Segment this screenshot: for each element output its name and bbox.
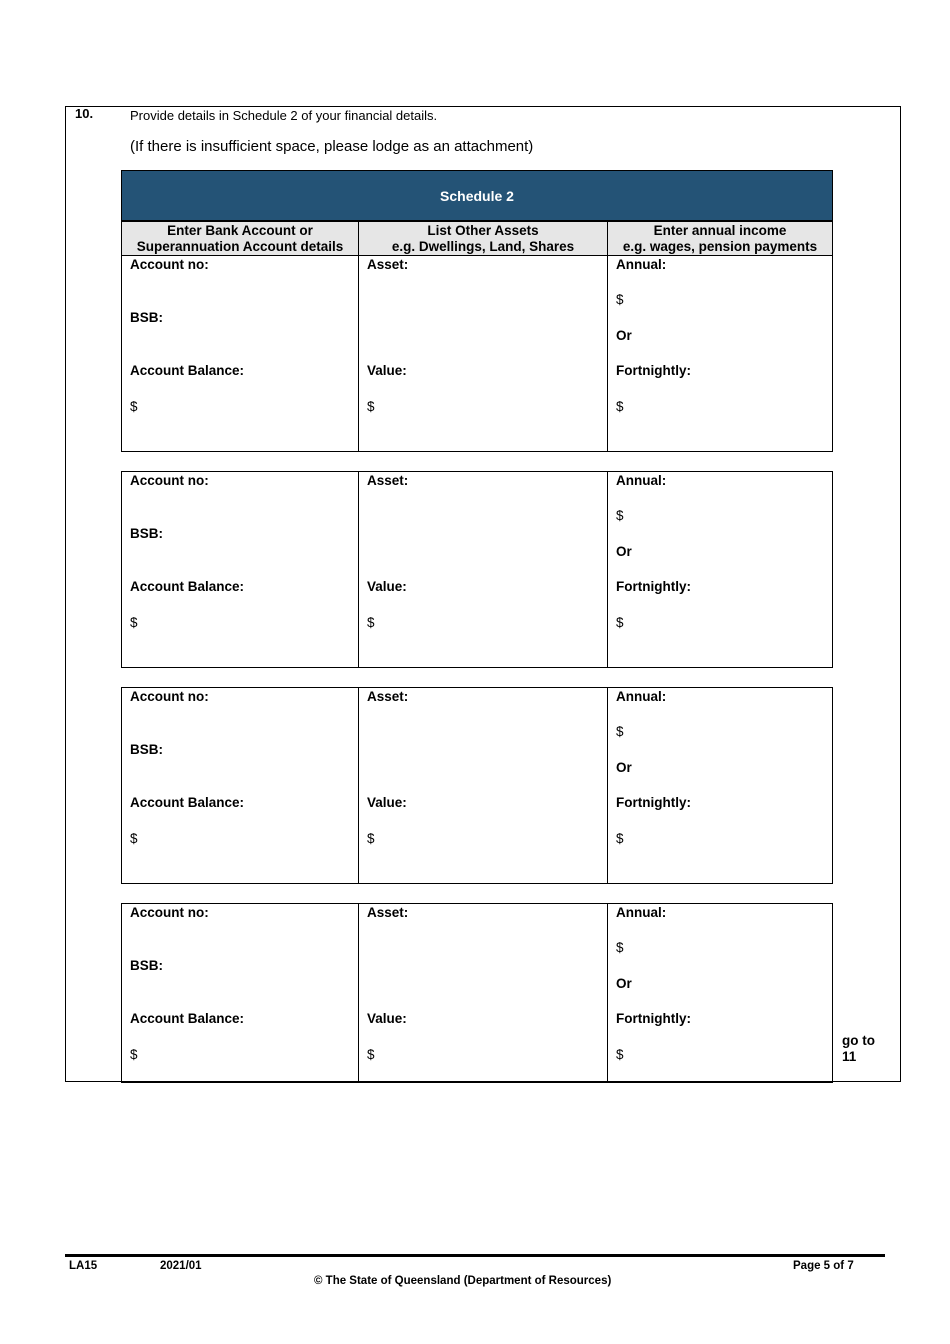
annual-income-cell[interactable] — [607, 471, 833, 668]
or-label: Or — [616, 328, 632, 343]
footer-page-number: Page 5 of 7 — [793, 1260, 854, 1272]
go-to-number: 11 — [842, 1049, 857, 1064]
currency-symbol: $ — [616, 399, 624, 414]
schedule-entry-block — [121, 255, 833, 452]
bank-account-cell[interactable] — [121, 471, 359, 668]
account-no-label: Account no: — [130, 689, 209, 704]
or-label: Or — [616, 544, 632, 559]
header-bank-line1: Enter Bank Account or — [167, 223, 313, 238]
annual-label: Annual: — [616, 473, 667, 488]
value-label: Value: — [367, 1011, 407, 1026]
currency-symbol: $ — [616, 940, 624, 955]
header-bank-line2: Superannuation Account details — [136, 239, 344, 254]
annual-label: Annual: — [616, 689, 667, 704]
schedule-entry-block — [121, 471, 833, 668]
go-to-next-question — [842, 1033, 875, 1065]
currency-symbol: $ — [130, 1047, 138, 1062]
annual-income-cell[interactable] — [607, 687, 833, 884]
asset-label: Asset: — [367, 257, 409, 272]
currency-symbol: $ — [616, 831, 624, 846]
fortnightly-label: Fortnightly: — [616, 579, 691, 594]
or-label: Or — [616, 760, 632, 775]
account-no-label: Account no: — [130, 905, 209, 920]
bsb-label: BSB: — [130, 526, 163, 541]
question-note: (If there is insufficient space, please lodge as an attachment) — [130, 138, 534, 155]
value-label: Value: — [367, 579, 407, 594]
currency-symbol: $ — [616, 292, 624, 307]
footer-copyright: © The State of Queensland (Department of Resources) — [314, 1275, 612, 1287]
bank-account-cell[interactable] — [121, 903, 359, 1083]
fortnightly-label: Fortnightly: — [616, 1011, 691, 1026]
or-label: Or — [616, 976, 632, 991]
asset-label: Asset: — [367, 905, 409, 920]
bank-account-cell[interactable] — [121, 687, 359, 884]
other-assets-cell[interactable] — [358, 255, 608, 452]
currency-symbol: $ — [367, 399, 375, 414]
header-income-line1: Enter annual income — [653, 223, 787, 238]
value-label: Value: — [367, 363, 407, 378]
annual-income-cell[interactable] — [607, 255, 833, 452]
asset-label: Asset: — [367, 473, 409, 488]
currency-symbol: $ — [616, 508, 624, 523]
fortnightly-label: Fortnightly: — [616, 363, 691, 378]
bank-account-cell[interactable] — [121, 255, 359, 452]
account-balance-label: Account Balance: — [130, 795, 245, 810]
schedule-entry-block — [121, 903, 833, 1083]
header-income-line2: e.g. wages, pension payments — [622, 239, 818, 254]
account-balance-label: Account Balance: — [130, 579, 245, 594]
account-balance-label: Account Balance: — [130, 363, 245, 378]
other-assets-cell[interactable] — [358, 687, 608, 884]
currency-symbol: $ — [367, 1047, 375, 1062]
annual-label: Annual: — [616, 257, 667, 272]
header-assets-line1: List Other Assets — [427, 223, 539, 238]
currency-symbol: $ — [616, 615, 624, 630]
other-assets-cell[interactable] — [358, 903, 608, 1083]
header-assets-line2: e.g. Dwellings, Land, Shares — [391, 239, 575, 254]
header-bank-account — [121, 221, 359, 256]
header-other-assets — [358, 221, 608, 256]
go-to-text: go to — [842, 1033, 875, 1048]
schedule-title: Schedule 2 — [121, 170, 833, 221]
schedule-entry-block — [121, 687, 833, 884]
account-balance-label: Account Balance: — [130, 1011, 245, 1026]
currency-symbol: $ — [616, 724, 624, 739]
account-no-label: Account no: — [130, 257, 209, 272]
bsb-label: BSB: — [130, 310, 163, 325]
footer-divider — [65, 1254, 885, 1257]
currency-symbol: $ — [130, 831, 138, 846]
annual-label: Annual: — [616, 905, 667, 920]
currency-symbol: $ — [367, 831, 375, 846]
footer-version: 2021/01 — [160, 1260, 202, 1272]
bsb-label: BSB: — [130, 958, 163, 973]
header-annual-income — [607, 221, 833, 256]
currency-symbol: $ — [367, 615, 375, 630]
asset-label: Asset: — [367, 689, 409, 704]
question-number: 10. — [75, 106, 94, 121]
footer-form-code: LA15 — [69, 1260, 98, 1272]
value-label: Value: — [367, 795, 407, 810]
currency-symbol: $ — [616, 1047, 624, 1062]
currency-symbol: $ — [130, 399, 138, 414]
question-instruction: Provide details in Schedule 2 of your financial details. — [130, 108, 438, 123]
account-no-label: Account no: — [130, 473, 209, 488]
annual-income-cell[interactable] — [607, 903, 833, 1083]
other-assets-cell[interactable] — [358, 471, 608, 668]
bsb-label: BSB: — [130, 742, 163, 757]
fortnightly-label: Fortnightly: — [616, 795, 691, 810]
currency-symbol: $ — [130, 615, 138, 630]
